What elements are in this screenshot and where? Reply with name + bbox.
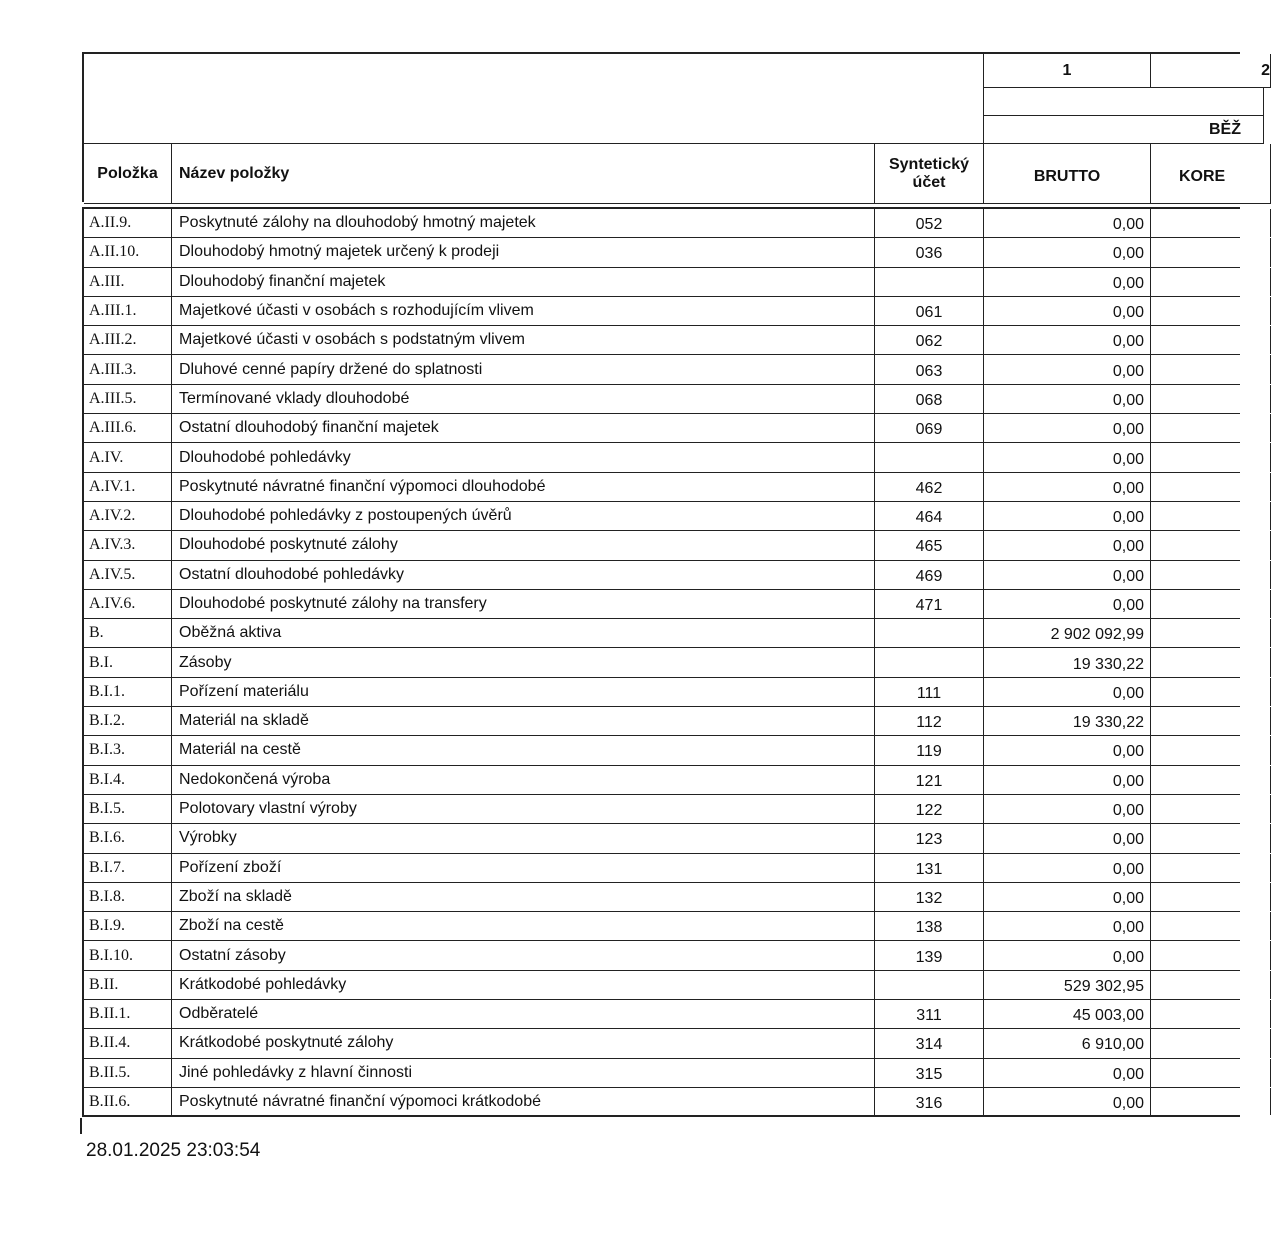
row-brutto: 0,00	[984, 209, 1151, 237]
column-header-nazev: Název položky	[172, 144, 875, 204]
row-account: 062	[875, 326, 984, 354]
table-row	[84, 209, 1240, 238]
row-korekce	[1151, 707, 1271, 735]
row-korekce	[1151, 766, 1271, 794]
row-account: 465	[875, 531, 984, 559]
row-name: Poskytnuté zálohy na dlouhodobý hmotný majetek	[172, 209, 875, 237]
row-account: 469	[875, 561, 984, 589]
row-brutto: 0,00	[984, 1059, 1151, 1087]
row-account: 111	[875, 678, 984, 706]
table-row	[84, 297, 1240, 326]
row-name: Nedokončená výroba	[172, 766, 875, 794]
row-korekce	[1151, 385, 1271, 413]
row-name: Výrobky	[172, 824, 875, 852]
row-account: 462	[875, 473, 984, 501]
row-account: 132	[875, 883, 984, 911]
row-brutto: 0,00	[984, 1088, 1151, 1115]
row-name: Dlouhodobé poskytnuté zálohy na transfery	[172, 590, 875, 618]
table-row	[84, 648, 1240, 677]
row-brutto: 0,00	[984, 385, 1151, 413]
row-account: 036	[875, 238, 984, 266]
row-name: Pořízení zboží	[172, 854, 875, 882]
row-name: Pořízení materiálu	[172, 678, 875, 706]
row-name: Dluhové cenné papíry držené do splatnosti	[172, 355, 875, 383]
row-name: Zásoby	[172, 648, 875, 676]
table-row	[84, 1029, 1240, 1058]
row-account	[875, 268, 984, 296]
row-code: A.IV.2.	[84, 502, 172, 530]
row-code: B.II.4.	[84, 1029, 172, 1057]
row-brutto: 0,00	[984, 824, 1151, 852]
row-account: 471	[875, 590, 984, 618]
row-account	[875, 971, 984, 999]
table-row	[84, 531, 1240, 560]
row-korekce	[1151, 443, 1271, 471]
table-row	[84, 854, 1240, 883]
row-brutto: 0,00	[984, 883, 1151, 911]
row-name: Majetkové účasti v osobách s rozhodujícím vlivem	[172, 297, 875, 325]
row-code: B.I.7.	[84, 854, 172, 882]
table-row	[84, 268, 1240, 297]
column-header-ucet: Syntetický účet	[875, 144, 984, 204]
row-account: 112	[875, 707, 984, 735]
row-brutto: 0,00	[984, 941, 1151, 969]
row-code: B.I.10.	[84, 941, 172, 969]
column-header-brutto: BRUTTO	[984, 144, 1151, 204]
row-account: 316	[875, 1088, 984, 1115]
row-name: Materiál na skladě	[172, 707, 875, 735]
row-brutto: 19 330,22	[984, 707, 1151, 735]
row-name: Zboží na skladě	[172, 883, 875, 911]
row-code: B.	[84, 619, 172, 647]
row-code: A.II.9.	[84, 209, 172, 237]
row-korekce	[1151, 795, 1271, 823]
row-brutto: 529 302,95	[984, 971, 1151, 999]
row-korekce	[1151, 473, 1271, 501]
row-code: B.I.5.	[84, 795, 172, 823]
table-row	[84, 1088, 1240, 1117]
row-name: Dlouhodobý finanční majetek	[172, 268, 875, 296]
table-row	[84, 971, 1240, 1000]
table-row	[84, 238, 1240, 267]
row-code: A.III.3.	[84, 355, 172, 383]
row-korekce	[1151, 590, 1271, 618]
table-row	[84, 326, 1240, 355]
row-korekce	[1151, 648, 1271, 676]
row-name: Dlouhodobý hmotný majetek určený k prodeji	[172, 238, 875, 266]
row-name: Termínované vklady dlouhodobé	[172, 385, 875, 413]
row-korekce	[1151, 1000, 1271, 1028]
row-brutto: 6 910,00	[984, 1029, 1151, 1057]
row-korekce	[1151, 561, 1271, 589]
row-brutto: 0,00	[984, 561, 1151, 589]
balance-sheet-table	[82, 52, 1270, 1126]
column-number-2: 2	[1151, 54, 1271, 88]
row-name: Ostatní dlouhodobé pohledávky	[172, 561, 875, 589]
row-korekce	[1151, 531, 1271, 559]
margin-line	[80, 1118, 82, 1134]
row-brutto: 0,00	[984, 238, 1151, 266]
row-account: 122	[875, 795, 984, 823]
column-number-1: 1	[984, 54, 1151, 88]
row-brutto: 0,00	[984, 473, 1151, 501]
row-brutto: 0,00	[984, 531, 1151, 559]
row-brutto: 45 003,00	[984, 1000, 1151, 1028]
row-brutto: 2 902 092,99	[984, 619, 1151, 647]
row-account	[875, 443, 984, 471]
row-brutto: 0,00	[984, 736, 1151, 764]
row-name: Poskytnuté návratné finanční výpomoci krátkodobé	[172, 1088, 875, 1115]
table-row	[84, 561, 1240, 590]
row-korekce	[1151, 502, 1271, 530]
row-korekce	[1151, 238, 1271, 266]
period-label: BĚŽ	[984, 116, 1264, 144]
row-name: Dlouhodobé pohledávky z postoupených úvěrů	[172, 502, 875, 530]
row-korekce	[1151, 678, 1271, 706]
row-code: B.I.3.	[84, 736, 172, 764]
row-korekce	[1151, 414, 1271, 442]
row-name: Oběžná aktiva	[172, 619, 875, 647]
row-korekce	[1151, 854, 1271, 882]
row-korekce	[1151, 326, 1271, 354]
table-row	[84, 590, 1240, 619]
row-name: Krátkodobé poskytnuté zálohy	[172, 1029, 875, 1057]
row-korekce	[1151, 268, 1271, 296]
table-body	[82, 207, 1240, 1117]
row-brutto: 19 330,22	[984, 648, 1151, 676]
row-account: 061	[875, 297, 984, 325]
row-code: A.III.5.	[84, 385, 172, 413]
row-korekce	[1151, 883, 1271, 911]
row-korekce	[1151, 355, 1271, 383]
row-korekce	[1151, 971, 1271, 999]
row-korekce	[1151, 824, 1271, 852]
row-code: B.I.2.	[84, 707, 172, 735]
row-account: 121	[875, 766, 984, 794]
row-code: B.II.	[84, 971, 172, 999]
row-code: A.IV.1.	[84, 473, 172, 501]
row-name: Majetkové účasti v osobách s podstatným vlivem	[172, 326, 875, 354]
row-korekce	[1151, 912, 1271, 940]
table-row	[84, 619, 1240, 648]
table-row	[84, 883, 1240, 912]
row-brutto: 0,00	[984, 766, 1151, 794]
row-name: Jiné pohledávky z hlavní činnosti	[172, 1059, 875, 1087]
row-brutto: 0,00	[984, 268, 1151, 296]
row-account: 069	[875, 414, 984, 442]
table-row	[84, 1059, 1240, 1088]
table-row	[84, 707, 1240, 736]
table-row	[84, 473, 1240, 502]
row-name: Zboží na cestě	[172, 912, 875, 940]
row-korekce	[1151, 297, 1271, 325]
row-account: 119	[875, 736, 984, 764]
table-row	[84, 766, 1240, 795]
row-code: A.IV.6.	[84, 590, 172, 618]
row-brutto: 0,00	[984, 590, 1151, 618]
row-brutto: 0,00	[984, 297, 1151, 325]
row-account: 311	[875, 1000, 984, 1028]
row-brutto: 0,00	[984, 912, 1151, 940]
row-code: A.IV.3.	[84, 531, 172, 559]
row-code: B.I.9.	[84, 912, 172, 940]
row-code: A.II.10.	[84, 238, 172, 266]
row-code: B.II.1.	[84, 1000, 172, 1028]
row-code: A.IV.5.	[84, 561, 172, 589]
table-row	[84, 443, 1240, 472]
row-code: A.III.2.	[84, 326, 172, 354]
row-korekce	[1151, 1059, 1271, 1087]
row-name: Dlouhodobé poskytnuté zálohy	[172, 531, 875, 559]
row-code: B.I.6.	[84, 824, 172, 852]
row-brutto: 0,00	[984, 355, 1151, 383]
print-timestamp: 28.01.2025 23:03:54	[86, 1140, 261, 1161]
row-name: Dlouhodobé pohledávky	[172, 443, 875, 471]
row-account: 123	[875, 824, 984, 852]
row-name: Krátkodobé pohledávky	[172, 971, 875, 999]
table-row	[84, 385, 1240, 414]
row-brutto: 0,00	[984, 414, 1151, 442]
header-subrow-blank	[984, 88, 1264, 116]
table-header	[82, 52, 1270, 202]
row-name: Ostatní zásoby	[172, 941, 875, 969]
table-row	[84, 502, 1240, 531]
row-code: B.I.1.	[84, 678, 172, 706]
row-korekce	[1151, 1029, 1271, 1057]
row-brutto: 0,00	[984, 678, 1151, 706]
row-name: Odběratelé	[172, 1000, 875, 1028]
column-header-polozka: Položka	[84, 144, 172, 204]
table-row	[84, 795, 1240, 824]
row-account: 464	[875, 502, 984, 530]
column-header-korekce: KORE	[1151, 144, 1271, 204]
row-account: 138	[875, 912, 984, 940]
row-code: B.II.6.	[84, 1088, 172, 1115]
row-code: A.III.1.	[84, 297, 172, 325]
row-account: 315	[875, 1059, 984, 1087]
row-brutto: 0,00	[984, 443, 1151, 471]
row-code: B.I.4.	[84, 766, 172, 794]
row-name: Materiál na cestě	[172, 736, 875, 764]
row-brutto: 0,00	[984, 795, 1151, 823]
row-korekce	[1151, 1088, 1271, 1115]
row-brutto: 0,00	[984, 326, 1151, 354]
row-account	[875, 648, 984, 676]
row-name: Polotovary vlastní výroby	[172, 795, 875, 823]
row-korekce	[1151, 736, 1271, 764]
row-code: A.III.6.	[84, 414, 172, 442]
table-row	[84, 912, 1240, 941]
row-account: 131	[875, 854, 984, 882]
row-brutto: 0,00	[984, 854, 1151, 882]
table-row	[84, 355, 1240, 384]
row-account	[875, 619, 984, 647]
row-account: 063	[875, 355, 984, 383]
row-account: 068	[875, 385, 984, 413]
row-code: A.III.	[84, 268, 172, 296]
row-korekce	[1151, 941, 1271, 969]
row-account: 314	[875, 1029, 984, 1057]
table-row	[84, 736, 1240, 765]
row-korekce	[1151, 209, 1271, 237]
table-row	[84, 414, 1240, 443]
table-row	[84, 824, 1240, 853]
row-code: B.I.8.	[84, 883, 172, 911]
row-korekce	[1151, 619, 1271, 647]
row-code: B.I.	[84, 648, 172, 676]
table-row	[84, 678, 1240, 707]
row-brutto: 0,00	[984, 502, 1151, 530]
table-row	[84, 941, 1240, 970]
table-row	[84, 1000, 1240, 1029]
row-code: A.IV.	[84, 443, 172, 471]
row-code: B.II.5.	[84, 1059, 172, 1087]
header-blank-area	[84, 54, 984, 144]
row-account: 052	[875, 209, 984, 237]
row-name: Poskytnuté návratné finanční výpomoci dlouhodobé	[172, 473, 875, 501]
row-name: Ostatní dlouhodobý finanční majetek	[172, 414, 875, 442]
row-account: 139	[875, 941, 984, 969]
